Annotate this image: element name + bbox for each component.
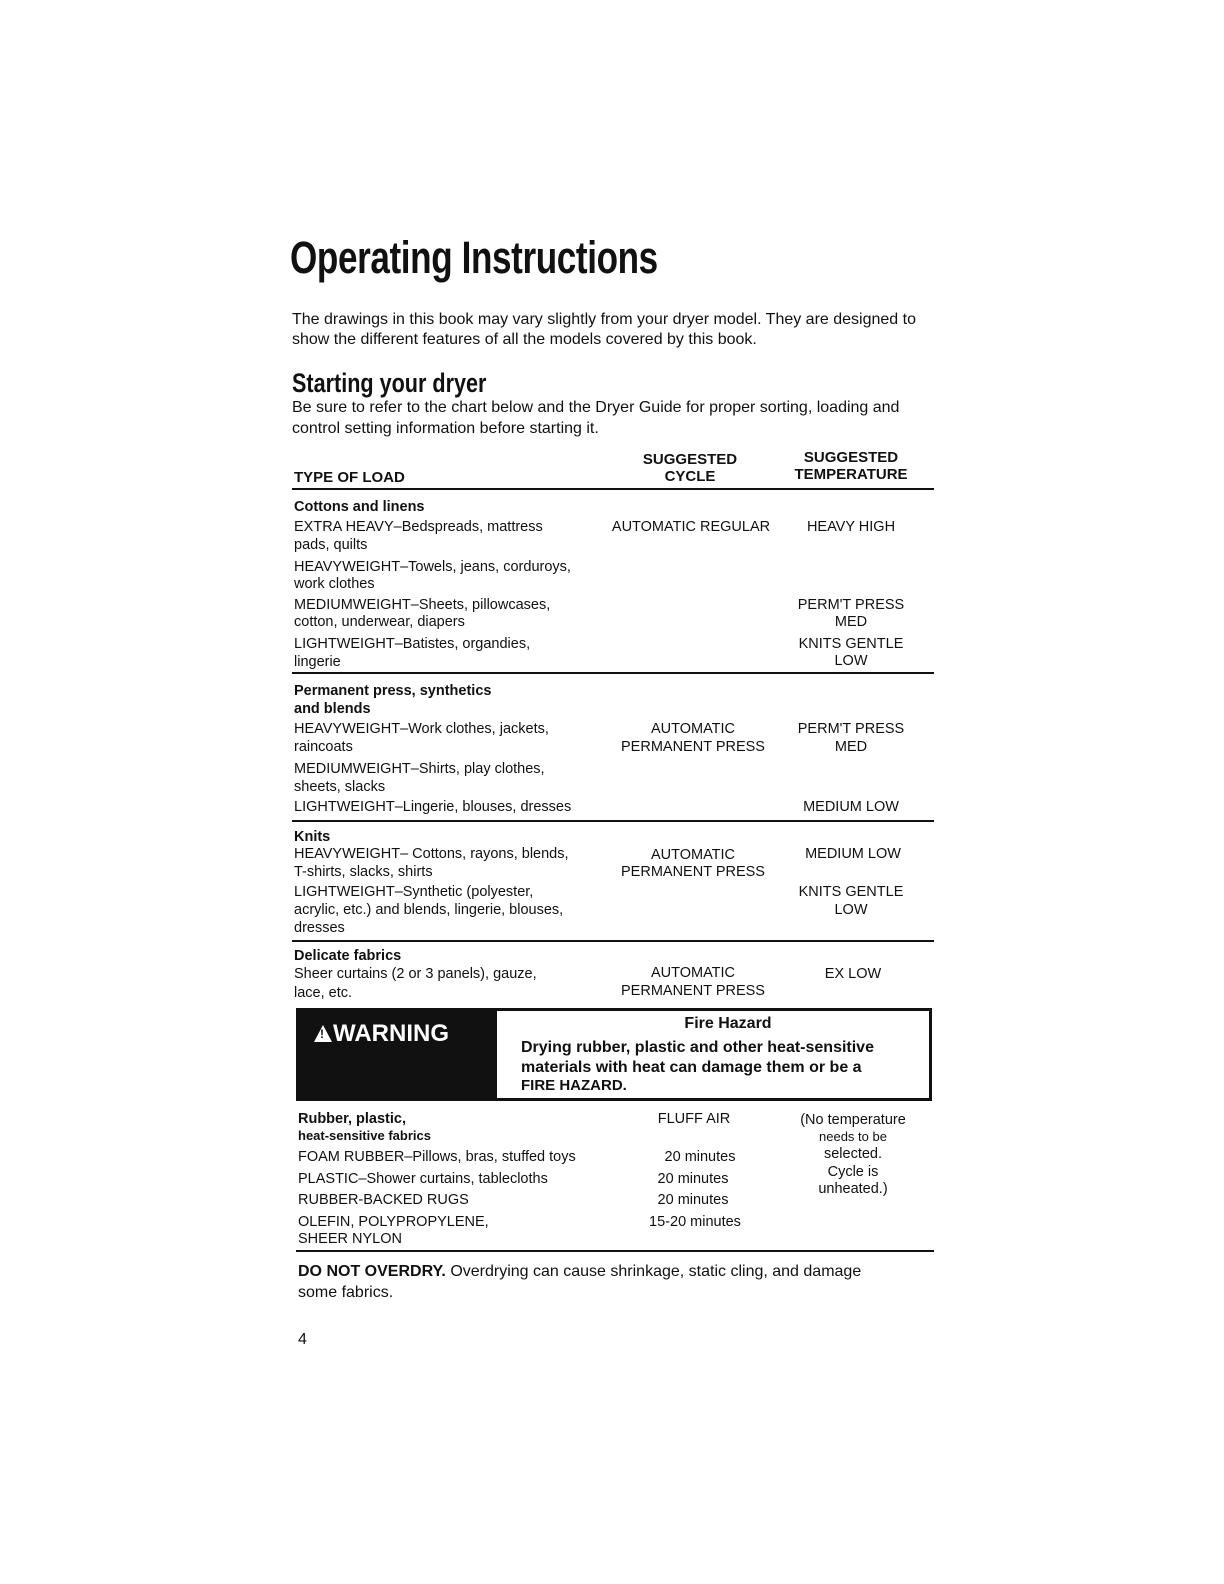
temperature-text: EX LOW [824, 966, 882, 982]
load-text: OLEFIN, POLYPROPYLENE, [298, 1214, 489, 1230]
temperature-note: (No temperature [800, 1112, 906, 1128]
intro-paragraph: The drawings in this book may vary slightly from your dryer model. They are designed to show the different features of all the models covered by this book. [292, 311, 916, 348]
warning-text-line: materials with heat can damage them or be a [521, 1059, 862, 1076]
temperature-text: MEDIUM LOW [805, 846, 901, 862]
load-text: MEDIUMWEIGHT–Sheets, pillowcases, [294, 597, 551, 613]
table-rule [292, 672, 934, 674]
temperature-text: MED [834, 614, 868, 630]
time-text: 20 minutes [664, 1149, 736, 1165]
cycle-text: FLUFF AIR [657, 1111, 731, 1127]
load-text: acrylic, etc.) and blends, lingerie, blouses, [294, 902, 564, 918]
table-rule [292, 488, 934, 490]
load-text: SHEER NYLON [298, 1231, 402, 1247]
warning-text-line: FIRE HAZARD. [521, 1077, 627, 1094]
cycle-text: AUTOMATIC [650, 847, 736, 863]
header-temp-line2: TEMPERATURE [794, 466, 908, 483]
warning-triangle-icon [314, 1025, 332, 1042]
temperature-text: PERM'T PRESS [797, 597, 905, 613]
group-heading-rubber: heat-sensitive fabrics [298, 1128, 431, 1143]
temperature-text: KNITS GENTLE [798, 636, 904, 652]
group-heading-permpress: Permanent press, synthetics [294, 683, 492, 699]
load-text: pads, quilts [294, 537, 368, 553]
temperature-text: LOW [834, 653, 868, 669]
temperature-note: Cycle is [827, 1164, 879, 1180]
cycle-text: AUTOMATIC [650, 721, 736, 737]
load-text: LIGHTWEIGHT–Synthetic (polyester, [294, 884, 534, 900]
warning-label-text: WARNING [333, 1020, 449, 1047]
group-heading-knits: Knits [294, 829, 331, 845]
section-heading: Starting your dryer [292, 368, 487, 398]
table-rule [292, 940, 934, 942]
page-title: Operating Instructions [290, 232, 658, 283]
load-text: FOAM RUBBER–Pillows, bras, stuffed toys [298, 1149, 576, 1165]
header-cycle-line1: SUGGESTED [642, 451, 738, 468]
overdry-note [298, 1261, 938, 1282]
temperature-text: MEDIUM LOW [803, 799, 899, 815]
load-text: work clothes [294, 576, 375, 592]
load-text: MEDIUMWEIGHT–Shirts, play clothes, [294, 761, 545, 777]
temperature-text: MED [834, 739, 868, 755]
group-heading-rubber: Rubber, plastic, [298, 1111, 406, 1127]
group-heading-permpress: and blends [294, 701, 371, 717]
temperature-note: needs to be [819, 1129, 887, 1144]
cycle-text: PERMANENT PRESS [621, 739, 765, 755]
header-cycle-line2: CYCLE [664, 468, 716, 485]
page-number: 4 [298, 1331, 307, 1348]
temperature-note: selected. [823, 1146, 883, 1162]
header-temp-line1: SUGGESTED [803, 449, 899, 466]
load-text: HEAVYWEIGHT–Work clothes, jackets, [294, 721, 549, 737]
load-text: dresses [294, 920, 345, 936]
cycle-text: PERMANENT PRESS [621, 983, 765, 999]
header-type-of-load: TYPE OF LOAD [294, 469, 405, 486]
load-text: LIGHTWEIGHT–Batistes, organdies, [294, 636, 531, 652]
section-description: Be sure to refer to the chart below and the Dryer Guide for proper sorting, loading and control setting information before starting it. [292, 399, 900, 437]
warning-text-line: Drying rubber, plastic and other heat-sensitive [521, 1039, 874, 1056]
time-text: 20 minutes [657, 1192, 729, 1208]
time-text: 20 minutes [657, 1171, 729, 1187]
group-heading-delicate: Delicate fabrics [294, 948, 402, 964]
temperature-text: PERM'T PRESS [797, 721, 905, 737]
load-text: LIGHTWEIGHT–Lingerie, blouses, dresses [294, 799, 572, 815]
load-text: sheets, slacks [294, 779, 386, 795]
load-text: Sheer curtains (2 or 3 panels), gauze, [294, 966, 537, 982]
table-rule [292, 820, 934, 822]
temperature-text: KNITS GENTLE [798, 884, 904, 900]
overdry-bold: DO NOT OVERDRY. [298, 1263, 446, 1280]
load-text: PLASTIC–Shower curtains, tablecloths [298, 1171, 548, 1187]
load-text: cotton, underwear, diapers [294, 614, 465, 630]
load-text: raincoats [294, 739, 353, 755]
overdry-text: Overdrying can cause shrinkage, static cling, and damage [445, 1263, 862, 1280]
cycle-text: AUTOMATIC REGULAR [611, 519, 771, 535]
temperature-text: HEAVY HIGH [806, 519, 896, 535]
temperature-text: LOW [834, 902, 868, 918]
overdry-text-line2: some fabrics. [298, 1284, 394, 1301]
warning-label [314, 1020, 449, 1048]
load-text: EXTRA HEAVY–Bedspreads, mattress [294, 519, 543, 535]
load-text: HEAVYWEIGHT–Towels, jeans, corduroys, [294, 559, 571, 575]
warning-heading: Fire Hazard [684, 1015, 772, 1032]
load-text: HEAVYWEIGHT– Cottons, rayons, blends, [294, 846, 569, 862]
load-text: lace, etc. [294, 985, 353, 1001]
time-text: 15-20 minutes [649, 1214, 741, 1230]
load-text: T-shirts, slacks, shirts [294, 864, 433, 880]
load-text: lingerie [294, 654, 341, 670]
table-rule [296, 1250, 934, 1252]
group-heading-cottons: Cottons and linens [294, 499, 425, 515]
temperature-note: unheated.) [818, 1181, 888, 1197]
cycle-text: AUTOMATIC [650, 965, 736, 981]
load-text: RUBBER-BACKED RUGS [298, 1192, 469, 1208]
cycle-text: PERMANENT PRESS [621, 864, 765, 880]
